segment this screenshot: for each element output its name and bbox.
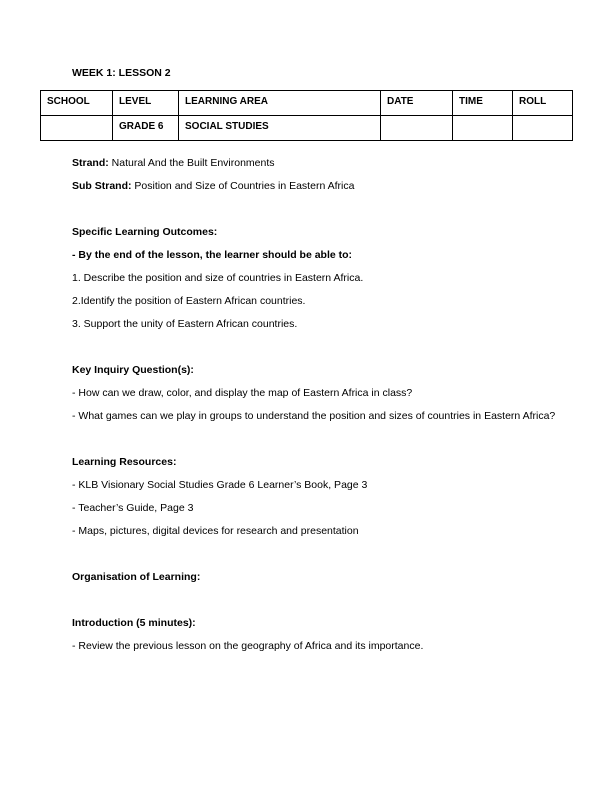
sub-strand-label: Sub Strand:: [72, 180, 132, 192]
table-header-level: LEVEL: [113, 91, 179, 116]
table-cell-time: [453, 116, 513, 141]
strand-line: [72, 152, 569, 175]
strand-text: Natural And the Built Environments: [111, 157, 275, 169]
organisation-heading: Organisation of Learning:: [72, 571, 201, 583]
key-inquiry-question-1: - How can we draw, color, and display the map of Eastern Africa in class?: [72, 387, 413, 399]
table-cell-roll: [513, 116, 573, 141]
introduction-heading: Introduction (5 minutes):: [72, 617, 196, 629]
resources-heading: Learning Resources:: [72, 456, 177, 468]
table-header-roll: ROLL: [513, 91, 573, 116]
key-inquiry-question-2: - What games can we play in groups to understand the position and sizes of countries in Eastern Africa?: [72, 410, 556, 422]
outcome-item-1: 1. Describe the position and size of countries in Eastern Africa.: [72, 272, 364, 284]
outcomes-subheading: - By the end of the lesson, the learner should be able to:: [72, 249, 353, 261]
strand-label: Strand:: [72, 157, 109, 169]
outcome-item-3: 3. Support the unity of Eastern African countries.: [72, 318, 298, 330]
sub-strand-line: [72, 175, 569, 198]
sub-strand-text: Position and Size of Countries in Eastern Africa: [134, 180, 355, 192]
outcomes-heading: Specific Learning Outcomes:: [72, 226, 218, 238]
table-value-row: [41, 116, 573, 141]
table-cell-date: [381, 116, 453, 141]
lesson-info-table: [40, 90, 573, 141]
table-cell-level: GRADE 6: [113, 116, 179, 141]
resource-item-1: - KLB Visionary Social Studies Grade 6 Learner’s Book, Page 3: [72, 479, 368, 491]
page-title: WEEK 1: LESSON 2: [72, 67, 171, 79]
table-header-row: [41, 91, 573, 116]
table-cell-school: [41, 116, 113, 141]
resource-item-2: - Teacher’s Guide, Page 3: [72, 502, 194, 514]
outcome-item-2: 2.Identify the position of Eastern African countries.: [72, 295, 306, 307]
table-header-school: SCHOOL: [41, 91, 113, 116]
table-header-learning-area: LEARNING AREA: [179, 91, 381, 116]
resource-item-3: - Maps, pictures, digital devices for research and presentation: [72, 525, 359, 537]
table-header-date: DATE: [381, 91, 453, 116]
introduction-item-1: - Review the previous lesson on the geography of Africa and its importance.: [72, 640, 424, 652]
table-header-time: TIME: [453, 91, 513, 116]
table-cell-learning-area: SOCIAL STUDIES: [179, 116, 381, 141]
key-inquiry-heading: Key Inquiry Question(s):: [72, 364, 194, 376]
